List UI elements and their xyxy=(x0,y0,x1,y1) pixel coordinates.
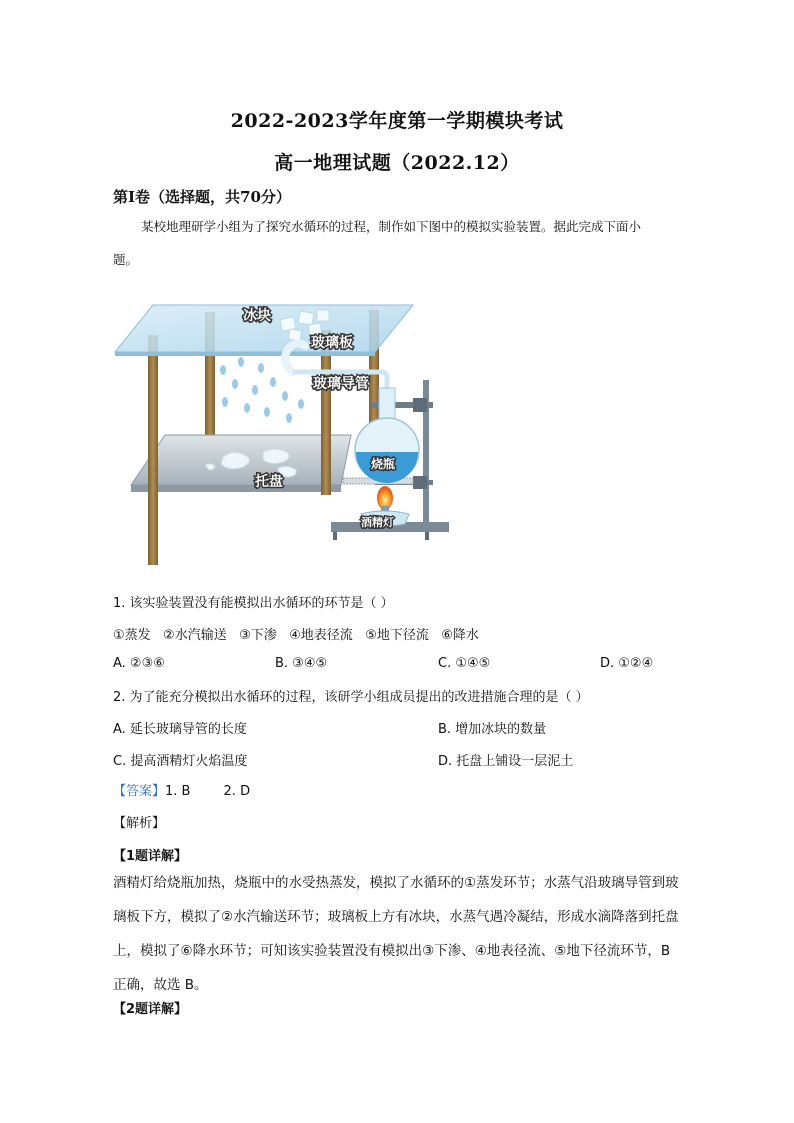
q2-option-b[interactable]: B. 增加冰块的数量 xyxy=(438,722,547,737)
experiment-figure xyxy=(113,300,458,565)
detail-1-paragraph xyxy=(113,866,713,1002)
answer-line xyxy=(113,780,250,799)
intro-paragraph xyxy=(113,210,713,276)
detail-1-line-2: 璃板下方，模拟了②水汽输送环节；玻璃板上方有冰块，水蒸气遇冷凝结，形成水滴降落到托盘 xyxy=(113,909,679,925)
question-1-items: ①蒸发 ②水汽输送 ③下渗 ④地表径流 ⑤地下径流 ⑥降水 xyxy=(113,628,479,643)
q2-option-a[interactable]: A. 延长玻璃导管的长度 xyxy=(113,722,247,737)
vapor-stream xyxy=(285,343,305,372)
q2-option-d[interactable]: D. 托盘上铺设一层泥土 xyxy=(438,754,574,769)
detail-1-label: 【1题详解】 xyxy=(113,849,188,864)
intro-line-2: 题。 xyxy=(113,252,139,267)
detail-2-label: 【2题详解】 xyxy=(113,1002,188,1017)
detail-1-line-3: 上，模拟了⑥降水环节；可知该实验装置没有模拟出③下渗、④地表径流、⑤地下径流环节，B xyxy=(113,943,671,959)
section-heading: 第Ⅰ卷（选择题，共70分） xyxy=(113,188,291,206)
label-flask: 烧瓶 xyxy=(371,457,396,471)
label-ice: 冰块 xyxy=(243,308,271,324)
label-glass-plate: 玻璃板 xyxy=(311,335,353,351)
answer-label: 【答案】 xyxy=(113,784,166,799)
label-tray: 托盘 xyxy=(255,474,283,490)
label-glass-tube: 玻璃导管 xyxy=(313,376,369,392)
q1-option-d[interactable]: D. ①②④ xyxy=(600,656,654,671)
q1-option-a[interactable]: A. ②③⑥ xyxy=(113,656,165,671)
q1-option-c[interactable]: C. ①④⑤ xyxy=(438,656,491,671)
intro-line-1: 某校地理研学小组为了探究水循环的过程，制作如下图中的模拟实验装置。据此完成下面小 xyxy=(141,219,642,234)
exam-title: 2022-2023学年度第一学期模块考试 xyxy=(230,110,564,132)
analysis-label: 【解析】 xyxy=(113,816,166,831)
table-leg-front-left xyxy=(148,335,158,565)
question-2-stem: 2. 为了能充分模拟出水循环的过程，该研学小组成员提出的改进措施合理的是（ ） xyxy=(113,690,589,705)
detail-1-line-1: 酒精灯给烧瓶加热，烧瓶中的水受热蒸发，模拟了水循环的①蒸发环节；水蒸气沿玻璃导管到玻 xyxy=(113,875,679,891)
answer-text: 1. B 2. D xyxy=(165,784,251,799)
q1-option-b[interactable]: B. ③④⑤ xyxy=(275,656,328,671)
exam-subtitle: 高一地理试题（2022.12） xyxy=(274,152,520,174)
question-1-stem: 1. 该实验装置没有能模拟出水循环的环节是（ ） xyxy=(113,596,394,611)
detail-1-line-4: 正确，故选 B。 xyxy=(113,977,208,993)
q2-option-c[interactable]: C. 提高酒精灯火焰温度 xyxy=(113,754,248,769)
label-lamp: 酒精灯 xyxy=(361,516,394,529)
